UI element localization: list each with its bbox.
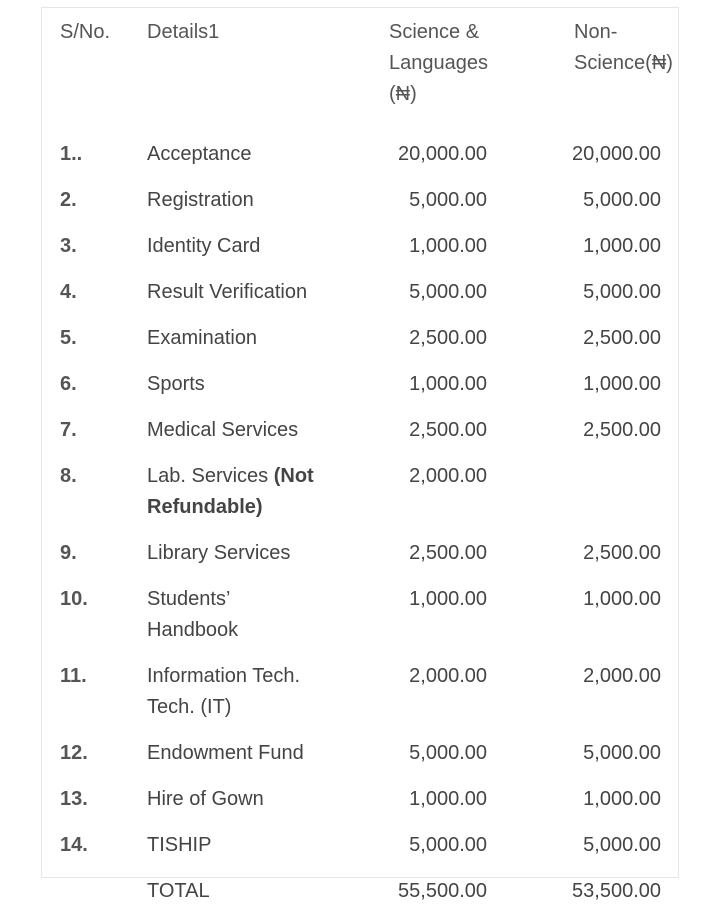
row-sn: 9. bbox=[60, 542, 77, 564]
row-nonscience-amount: 20,000.00 bbox=[572, 143, 661, 165]
table-row bbox=[42, 407, 678, 453]
row-sn: 12. bbox=[60, 742, 88, 764]
row-sn: 1.. bbox=[60, 143, 83, 165]
table-row bbox=[42, 223, 678, 269]
row-nonscience-amount: 5,000.00 bbox=[583, 742, 661, 764]
table-row bbox=[42, 576, 678, 653]
row-science-amount: 2,500.00 bbox=[409, 542, 487, 564]
row-sn: 14. bbox=[60, 834, 88, 856]
row-science-amount: 5,000.00 bbox=[409, 742, 487, 764]
total-label: TOTAL bbox=[147, 880, 210, 902]
header-row bbox=[42, 8, 678, 131]
table-row bbox=[42, 131, 678, 177]
header-sn: S/No. bbox=[60, 21, 111, 43]
header-nonscience-line2: Science(₦) bbox=[574, 52, 673, 74]
row-nonscience-amount: 2,500.00 bbox=[583, 542, 661, 564]
row-details: Library Services bbox=[147, 542, 291, 564]
not-refundable-note: (Not Refundable) bbox=[147, 465, 314, 518]
row-science-amount: 1,000.00 bbox=[409, 235, 487, 257]
table-row bbox=[42, 315, 678, 361]
row-details: Result Verification bbox=[147, 281, 308, 303]
row-science-amount: 2,000.00 bbox=[409, 665, 487, 687]
row-nonscience-amount: 5,000.00 bbox=[583, 834, 661, 856]
table-body bbox=[42, 131, 678, 914]
header-science bbox=[320, 8, 504, 131]
row-science-amount: 5,000.00 bbox=[409, 834, 487, 856]
row-details: Endowment Fund bbox=[147, 742, 304, 764]
total-sn-empty bbox=[42, 868, 130, 914]
row-sn: 7. bbox=[60, 419, 77, 441]
row-sn: 2. bbox=[60, 189, 77, 211]
row-nonscience-amount: 2,500.00 bbox=[583, 327, 661, 349]
table-row bbox=[42, 822, 678, 868]
header-nonscience-line1: Non- bbox=[574, 21, 618, 43]
row-sn: 8. bbox=[60, 465, 77, 487]
row-details: Medical Services bbox=[147, 419, 299, 441]
row-nonscience-amount bbox=[504, 453, 678, 530]
row-nonscience-amount: 5,000.00 bbox=[583, 189, 661, 211]
table-row bbox=[42, 730, 678, 776]
row-nonscience-amount: 1,000.00 bbox=[583, 588, 661, 610]
table-row bbox=[42, 653, 678, 730]
table-row bbox=[42, 453, 678, 530]
row-nonscience-amount: 1,000.00 bbox=[583, 373, 661, 395]
row-details bbox=[130, 453, 320, 530]
row-science-amount: 1,000.00 bbox=[409, 588, 487, 610]
row-nonscience-amount: 1,000.00 bbox=[583, 235, 661, 257]
total-row bbox=[42, 868, 678, 914]
header-nonscience bbox=[504, 8, 678, 131]
row-science-amount: 20,000.00 bbox=[398, 143, 487, 165]
row-science-amount: 5,000.00 bbox=[409, 189, 487, 211]
table-row bbox=[42, 530, 678, 576]
row-science-amount: 1,000.00 bbox=[409, 373, 487, 395]
row-nonscience-amount: 1,000.00 bbox=[583, 788, 661, 810]
table-row bbox=[42, 776, 678, 822]
row-nonscience-amount: 2,500.00 bbox=[583, 419, 661, 441]
row-details: Sports bbox=[147, 373, 205, 395]
fees-table bbox=[42, 8, 678, 914]
table-row bbox=[42, 361, 678, 407]
header-science-line2: Languages (₦) bbox=[389, 52, 488, 105]
row-details: Acceptance bbox=[147, 143, 252, 165]
row-sn: 6. bbox=[60, 373, 77, 395]
row-details: Examination bbox=[147, 327, 258, 349]
row-sn: 11. bbox=[60, 665, 87, 687]
header-details: Details1 bbox=[147, 21, 220, 43]
row-details: Students’ Handbook bbox=[147, 588, 239, 641]
row-sn: 4. bbox=[60, 281, 77, 303]
row-sn: 5. bbox=[60, 327, 77, 349]
row-science-amount: 5,000.00 bbox=[409, 281, 487, 303]
row-sn: 3. bbox=[60, 235, 77, 257]
row-sn: 10. bbox=[60, 588, 88, 610]
total-science-amount: 55,500.00 bbox=[398, 880, 487, 902]
row-science-amount: 2,500.00 bbox=[409, 419, 487, 441]
table-row bbox=[42, 177, 678, 223]
total-nonscience-amount: 53,500.00 bbox=[572, 880, 661, 902]
row-details: Information Tech. Tech. (IT) bbox=[147, 665, 301, 718]
row-nonscience-amount: 2,000.00 bbox=[583, 665, 661, 687]
row-details: Hire of Gown bbox=[147, 788, 264, 810]
row-details: Registration bbox=[147, 189, 254, 211]
row-details-text: Lab. Services bbox=[147, 465, 274, 487]
row-nonscience-amount: 5,000.00 bbox=[583, 281, 661, 303]
row-science-amount: 1,000.00 bbox=[409, 788, 487, 810]
row-science-amount: 2,000.00 bbox=[409, 465, 487, 487]
header-science-line1: Science & bbox=[389, 21, 480, 43]
table-row bbox=[42, 269, 678, 315]
row-sn: 13. bbox=[60, 788, 88, 810]
row-details: TISHIP bbox=[147, 834, 212, 856]
row-science-amount: 2,500.00 bbox=[409, 327, 487, 349]
table-header bbox=[42, 8, 678, 131]
row-details: Identity Card bbox=[147, 235, 261, 257]
